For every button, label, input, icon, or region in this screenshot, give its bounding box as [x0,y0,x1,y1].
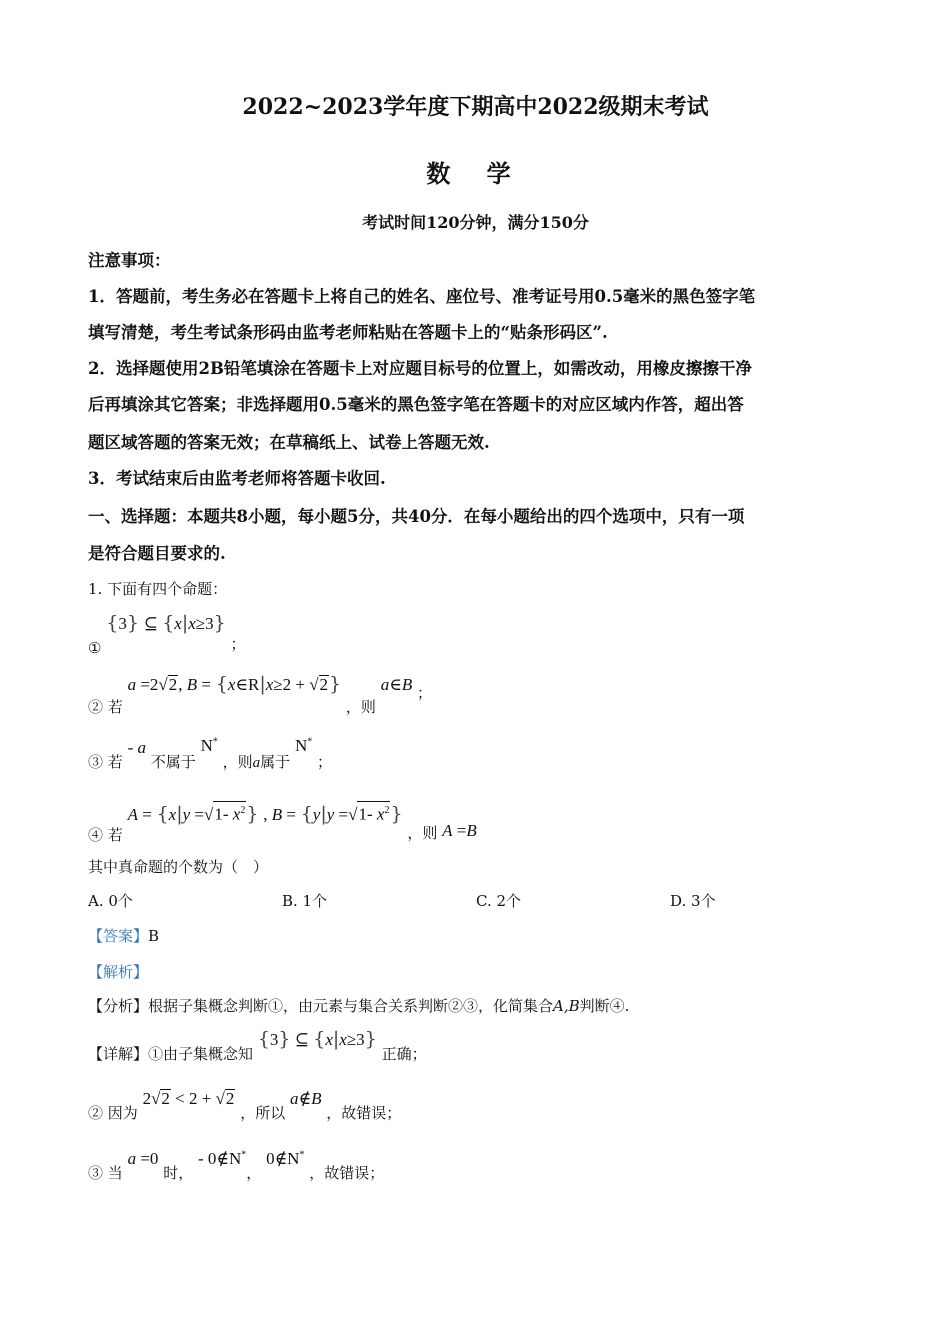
proposition-2: ② 若 a =2√2, B = {x∈R|x≥2 + √2} ，则 a∈B ； [88,673,432,716]
note-2-line-3: 题区域答题的答案无效；在草稿纸上、试卷上答题无效. [88,433,490,452]
natural-set-symbol: N* [200,736,218,755]
proposition-2-formula: a =2√2, B = {x∈R|x≥2 + √2} [127,673,342,695]
fenxi-end: 判断④. [579,997,630,1015]
detail-2-conclusion: a∉B [290,1089,322,1108]
proposition-1: ① {3} ⊆ {x|x≥3} ； [88,612,246,657]
note-2-line-1: 2．选择题使用2B铅笔填涂在答题卡上对应题目标号的位置上，如需改动，用橡皮擦擦干净 [88,359,752,378]
detail-3-text: ③ 当 [88,1164,123,1182]
detail-1-formula: {3} ⊆ {x|x≥3} [257,1028,377,1050]
detail-3-end: ，故错误； [309,1164,385,1182]
detail-row-1 [88,1028,427,1063]
proposition-4-mark: ④ 若 [88,825,123,844]
proposition-2-mark: ② 若 [88,698,123,716]
detail-1-text: ①由子集概念知 [148,1045,254,1063]
fenxi-row [88,995,629,1016]
note-2-line-2: 后再填涂其它答案；非选择题用0.5毫米的黑色签字笔在答题卡的对应区域内作答，超出答 [88,395,744,414]
fenxi-tag: 【分析】 [88,997,149,1015]
answer-row [88,925,159,946]
fenxi-text: 根据子集概念判断①，由元素与集合关系判断②③，化简集合 [148,997,554,1015]
answer-value: B [148,927,160,945]
option-d[interactable]: D. 3个 [670,892,716,910]
detail-3-formula-1: a =0 [127,1149,159,1168]
analysis-tag: 【解析】 [88,963,149,981]
proposition-1-formula: {3} ⊆ {x|x≥3} [106,612,226,634]
proposition-1-mark: ① [88,639,102,657]
question-stem: 1. 下面有四个命题： [88,580,228,598]
note-1-line-1: 1．答题前，考生务必在答题卡上将自己的姓名、座位号、准考证号用0.5毫米的黑色签字笔 [88,287,756,306]
option-c[interactable]: C. 2个 [476,892,522,910]
section-line-1: 一、选择题：本题共8小题，每小题5分，共40分．在每小题给出的四个选项中，只有一项 [88,507,745,526]
proposition-4-formula: A = {x|y =√1- $x^2$} , B = {y|y =√1- $x^2$} [127,802,403,825]
detail-tag: 【详解】 [88,1045,149,1063]
proposition-4-conclusion: A =B [442,820,477,840]
proposition-3-text-2: ，则 [222,753,253,771]
detail-2-end: ，故错误； [326,1104,402,1122]
exam-info: 考试时间120分钟，满分150分 [362,213,589,232]
question-ask: 其中真命题的个数为（ ） [88,858,269,876]
proposition-3-text-1: 不属于 [150,753,196,771]
note-1-line-2: 填写清楚，考生考试条形码由监考老师粘贴在答题卡上的“贴条形码区”. [88,323,608,342]
option-a[interactable]: A. 0个 [88,892,133,910]
natural-set-symbol-2: N* [294,736,313,755]
proposition-2-conclusion: a [380,675,390,694]
section-line-2: 是符合题目要求的. [88,544,226,563]
proposition-4-then: ，则 [407,823,438,842]
note-3-line-1: 3．考试结束后由监考老师将答题卡收回. [88,469,386,488]
proposition-3: ③ 若 - a 不属于 N* ，则a属于 N* ； [88,736,333,771]
proposition-3-mark: ③ 若 [88,753,123,771]
option-b[interactable]: B. 1个 [282,892,328,910]
detail-3-formula-3: 0∉N* [266,1149,305,1168]
detail-3-mid: 时， [163,1164,194,1182]
detail-3-formula-2: - 0∉N* [197,1149,247,1168]
detail-row-3: ③ 当 a =0 时， - 0∉N*， 0∉N* ，故错误； [88,1149,385,1182]
detail-row-2 [88,1088,402,1122]
detail-2-formula: 2√2 < 2 + √2 [142,1089,235,1108]
fenxi-sets: A,B [553,997,580,1015]
exam-title: 2022~2023学年度下期高中2022级期末考试 [242,94,709,120]
subject-title: 数 学 [426,159,525,188]
detail-2-mid: ，所以 [240,1104,286,1122]
answer-tag: 【答案】 [88,927,149,945]
detail-2-text: ② 因为 [88,1104,138,1122]
detail-1-end: 正确； [381,1045,427,1063]
notes-heading: 注意事项： [88,251,171,270]
proposition-4 [88,795,477,844]
proposition-2-then: ，则 [345,698,376,716]
proposition-3-text-3: 属于 [260,753,291,771]
